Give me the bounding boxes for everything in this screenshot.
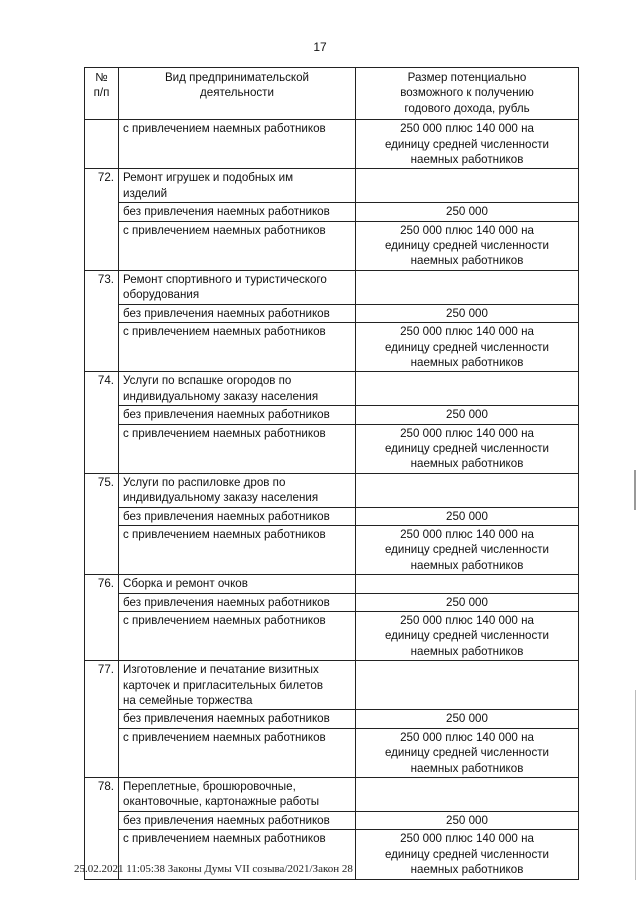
with-workers-value: 250 000 плюс 140 000 на единицу средней численности наемных работников xyxy=(356,424,579,473)
without-workers-value: 250 000 xyxy=(356,811,579,829)
with-workers-label: с привлечением наемных работников xyxy=(119,612,356,661)
scan-edge-mark xyxy=(634,470,636,510)
with-workers-value: 250 000 плюс 140 000 на единицу средней численности наемных работников xyxy=(356,612,579,661)
continuation-row xyxy=(85,120,579,169)
entry-without-workers-row xyxy=(85,507,579,525)
entry-with-workers-row xyxy=(85,525,579,574)
entry-title-value xyxy=(356,169,579,203)
entry-title-row xyxy=(85,270,579,304)
with-workers-label: с привлечением наемных работников xyxy=(119,323,356,372)
entry-with-workers-row xyxy=(85,424,579,473)
entry-title-row xyxy=(85,661,579,710)
with-workers-value: 250 000 плюс 140 000 на единицу средней численности наемных работников xyxy=(356,221,579,270)
entry-title: Услуги по вспашке огородов по индивидуальному заказу населения xyxy=(119,372,356,406)
without-workers-label: без привлечения наемных работников xyxy=(119,710,356,728)
income-table xyxy=(84,67,579,880)
header-activity xyxy=(119,68,356,120)
without-workers-value: 250 000 xyxy=(356,507,579,525)
with-workers-value: 250 000 плюс 140 000 на единицу средней численности наемных работников xyxy=(356,830,579,879)
without-workers-label: без привлечения наемных работников xyxy=(119,203,356,221)
without-workers-label: без привлечения наемных работников xyxy=(119,406,356,424)
entry-title-row xyxy=(85,575,579,593)
entry-title: Сборка и ремонт очков xyxy=(119,575,356,593)
entry-title-value xyxy=(356,473,579,507)
header-activity-text: Вид предпринимательской деятельности xyxy=(164,71,310,100)
entry-title-value xyxy=(356,661,579,710)
entry-title-value xyxy=(356,372,579,406)
entry-title-value xyxy=(356,575,579,593)
without-workers-value: 250 000 xyxy=(356,710,579,728)
entry-title-value xyxy=(356,778,579,812)
table-body xyxy=(85,120,579,879)
entry-title: Ремонт игрушек и подобных им изделий xyxy=(119,169,356,203)
scan-edge-mark xyxy=(635,690,636,880)
entry-title: Услуги по распиловке дров по индивидуальному заказу населения xyxy=(119,473,356,507)
entry-without-workers-row xyxy=(85,203,579,221)
without-workers-value: 250 000 xyxy=(356,203,579,221)
entry-without-workers-row xyxy=(85,304,579,322)
entry-without-workers-row xyxy=(85,811,579,829)
header-income-text: Размер потенциально возможного к получению годового дохода, рубль xyxy=(400,71,534,115)
entry-title-row xyxy=(85,778,579,812)
entry-with-workers-row xyxy=(85,728,579,777)
entry-without-workers-row xyxy=(85,593,579,611)
with-workers-label: с привлечением наемных работников xyxy=(119,525,356,574)
entry-number: 76. xyxy=(85,575,119,661)
entry-title: Переплетные, брошюровочные, окантовочные, картонажные работы xyxy=(119,778,356,812)
continuation-with-value: 250 000 плюс 140 000 на единицу средней численности наемных работников xyxy=(356,120,579,169)
with-workers-label: с привлечением наемных работников xyxy=(119,728,356,777)
entry-without-workers-row xyxy=(85,406,579,424)
entry-number: 72. xyxy=(85,169,119,270)
entry-number: 74. xyxy=(85,372,119,473)
with-workers-label: с привлечением наемных работников xyxy=(119,830,356,879)
entry-number: 78. xyxy=(85,778,119,879)
with-workers-label: с привлечением наемных работников xyxy=(119,424,356,473)
header-number-text: № п/п xyxy=(93,71,110,100)
without-workers-label: без привлечения наемных работников xyxy=(119,593,356,611)
with-workers-value: 250 000 плюс 140 000 на единицу средней численности наемных работников xyxy=(356,728,579,777)
entry-title-row xyxy=(85,473,579,507)
entry-without-workers-row xyxy=(85,710,579,728)
page-number: 17 xyxy=(313,40,327,54)
table-header-row xyxy=(85,68,579,120)
entry-with-workers-row xyxy=(85,323,579,372)
without-workers-label: без привлечения наемных работников xyxy=(119,811,356,829)
without-workers-label: без привлечения наемных работников xyxy=(119,507,356,525)
header-income xyxy=(356,68,579,120)
continuation-number-cell xyxy=(85,120,119,169)
continuation-with-workers: с привлечением наемных работников xyxy=(119,120,356,169)
entry-title-row xyxy=(85,169,579,203)
without-workers-label: без привлечения наемных работников xyxy=(119,304,356,322)
entry-with-workers-row xyxy=(85,221,579,270)
entry-title-value xyxy=(356,270,579,304)
entry-title-row xyxy=(85,372,579,406)
entry-with-workers-row xyxy=(85,612,579,661)
entry-number: 75. xyxy=(85,473,119,574)
entry-number: 73. xyxy=(85,270,119,371)
with-workers-value: 250 000 плюс 140 000 на единицу средней численности наемных работников xyxy=(356,525,579,574)
entry-title: Изготовление и печатание визитных карточек и пригласительных билетов на семейные торжества xyxy=(119,661,356,710)
entry-title: Ремонт спортивного и туристического оборудования xyxy=(119,270,356,304)
header-number xyxy=(85,68,119,120)
with-workers-value: 250 000 плюс 140 000 на единицу средней численности наемных работников xyxy=(356,323,579,372)
entry-number: 77. xyxy=(85,661,119,778)
document-footer: 25.02.2021 11:05:38 Законы Думы VII созыва/2021/Закон 28 xyxy=(74,863,353,875)
without-workers-value: 250 000 xyxy=(356,406,579,424)
without-workers-value: 250 000 xyxy=(356,304,579,322)
without-workers-value: 250 000 xyxy=(356,593,579,611)
with-workers-label: с привлечением наемных работников xyxy=(119,221,356,270)
